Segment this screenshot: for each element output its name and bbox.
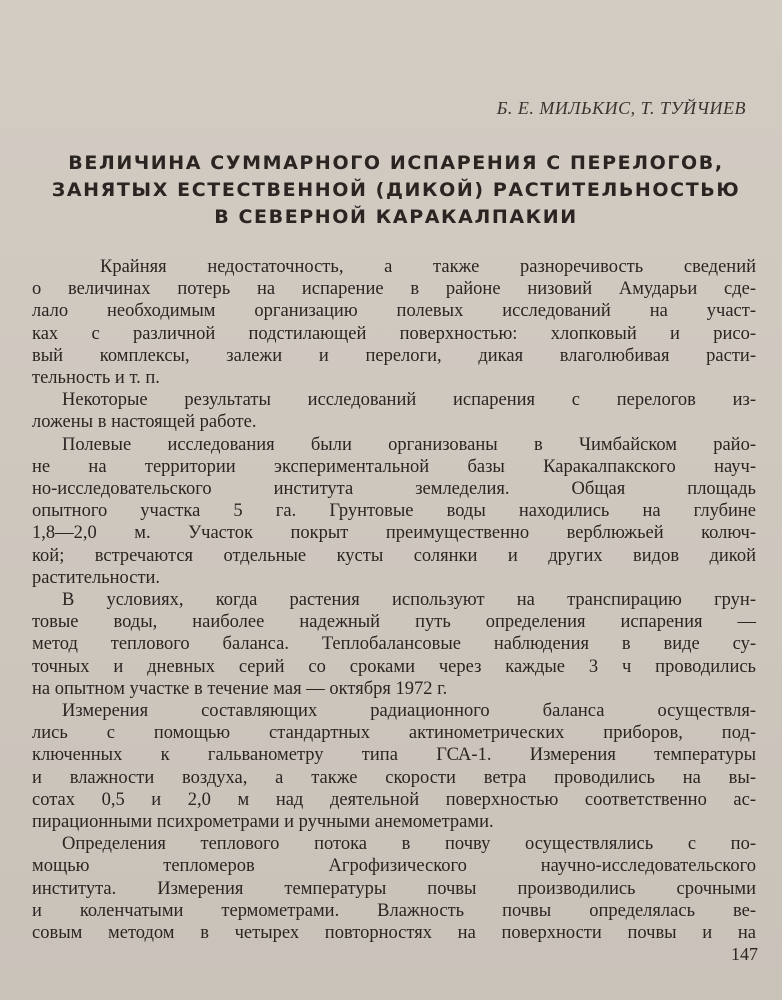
text-line: Измерения составляющих радиационного баланса осуществля- [62, 701, 756, 722]
text-line: 1,8—2,0 м. Участок покрыт преимущественно верблюжьей колюч- [32, 523, 756, 544]
paragraph [32, 700, 756, 833]
text-line: Определения теплового потока в почву осуществлялись с по- [62, 834, 756, 855]
text-line: товые воды, наиболее надежный путь определения испарения — [32, 612, 756, 633]
authors-line: Б. Е. МИЛЬКИС, Т. ТУЙЧИЕВ [496, 98, 746, 118]
text-line: В условиях, когда растения используют на транспирацию грун- [62, 590, 756, 611]
text-line: вый комплексы, залежи и перелоги, дикая влаголюбивая расти- [32, 345, 756, 366]
text-line: и коленчатыми термометрами. Влажность почвы определялась ве- [32, 900, 756, 921]
text-line: лись с помощью стандартных актинометрических приборов, под- [32, 723, 756, 744]
text-line: ложены в настоящей работе. [32, 412, 257, 433]
text-line: тельность и т. п. [32, 368, 160, 389]
text-line: ключенных к гальванометру типа ГСА-1. Измерения температуры [32, 745, 756, 766]
text-line: опытного участка 5 га. Грунтовые воды находились на глубине [32, 501, 756, 522]
text-line: пирационными психрометрами и ручными анемометрами. [32, 812, 494, 833]
article-title [40, 150, 752, 231]
text-line: метод теплового баланса. Теплобалансовые наблюдения в виде су- [32, 634, 756, 655]
paragraph [32, 589, 756, 700]
text-line: не на территории экспериментальной базы Каракалпакского науч- [32, 456, 756, 477]
text-line: мощью тепломеров Агрофизического научно-исследовательского [32, 856, 756, 877]
text-line: на опытном участке в течение мая — октября 1972 г. [32, 678, 448, 699]
text-line: Крайняя недостаточность, а также разноречивость сведений [100, 257, 756, 277]
text-line: кой; встречаются отдельные кусты солянки и других видов дикой [32, 545, 756, 566]
text-line: Полевые исследования были организованы в Чимбайском райо- [62, 434, 756, 455]
text-line: точных и дневных серий со сроками через каждые 3 ч проводились [32, 656, 756, 677]
text-line: но-исследовательского института земледелия. Общая площадь [32, 479, 756, 500]
article-body [32, 256, 756, 944]
paragraph [32, 389, 756, 433]
text-line: сотах 0,5 и 2,0 м над деятельной поверхностью соответственно ас- [32, 789, 756, 810]
text-line: института. Измерения температуры почвы производились срочными [32, 878, 756, 899]
text-line: растительности. [32, 567, 161, 588]
paragraph [32, 833, 756, 944]
text-line: и влажности воздуха, а также скорости ветра проводились на вы- [32, 767, 756, 788]
text-line: о величинах потерь на испарение в районе низовий Амударьи сде- [32, 279, 756, 300]
text-line: ках с различной подстилающей поверхностью: хлопковый и рисо- [32, 323, 756, 344]
text-line: лало необходимым организацию полевых исследований на участ- [32, 301, 756, 322]
title-line: В СЕВЕРНОЙ КАРАКАЛПАКИИ [214, 206, 578, 228]
text-line: Некоторые результаты исследований испарения с перелогов из- [62, 390, 756, 411]
text-line: совым методом в четырех повторностях на поверхности почвы и на [32, 923, 756, 944]
title-line: ЗАНЯТЫХ ЕСТЕСТВЕННОЙ (ДИКОЙ) РАСТИТЕЛЬНОСТЬЮ [51, 179, 741, 201]
paragraph [32, 434, 756, 589]
paragraph [32, 256, 756, 389]
title-line: ВЕЛИЧИНА СУММАРНОГО ИСПАРЕНИЯ С ПЕРЕЛОГОВ, [68, 152, 724, 174]
page-number: 147 [731, 944, 758, 964]
